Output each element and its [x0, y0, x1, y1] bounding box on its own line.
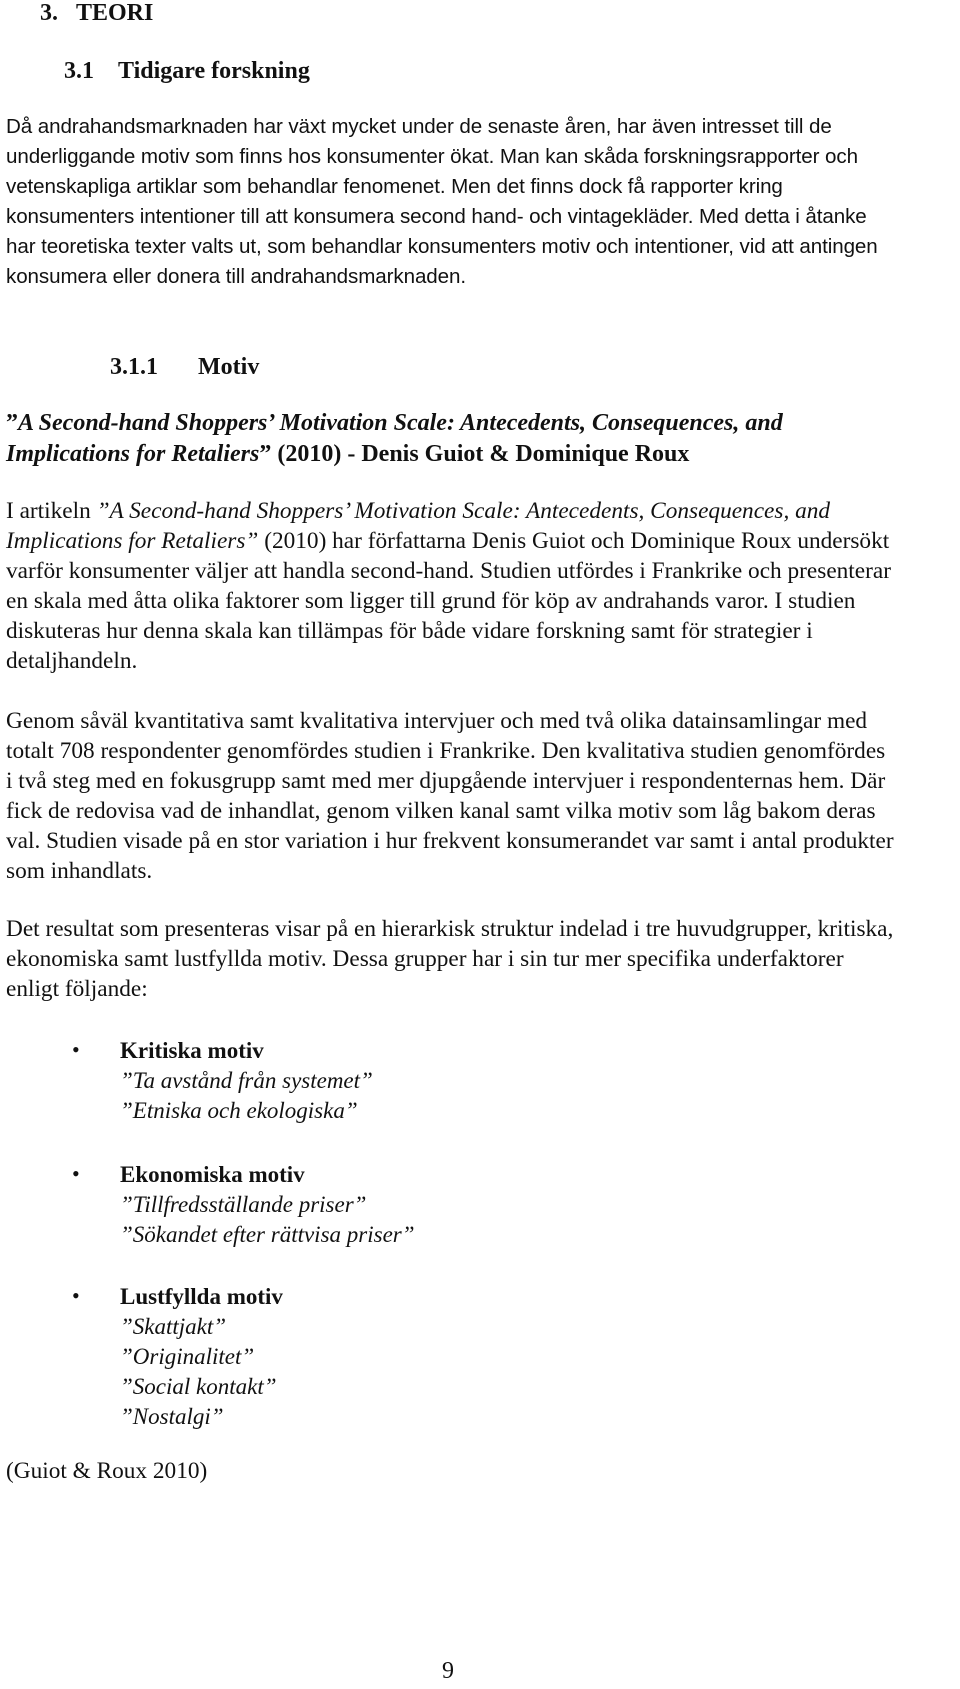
subsubsection-heading — [110, 352, 259, 382]
section-title: TEORI — [76, 0, 154, 26]
paragraph-article-title: ”A Second-hand Shoppers’ Motivation Scale: Antecedents, Consequences, and Implications for Retaliers” — [6, 498, 831, 554]
motive-item: ”Skattjakt” — [120, 1314, 227, 1339]
motive-item: ”Tillfredsställande priser” — [120, 1192, 367, 1217]
article-reference — [6, 408, 906, 470]
subsubsection-number: 3.1.1 — [110, 354, 158, 380]
motive-item: ”Social kontakt” — [120, 1374, 277, 1399]
reference-open-quote: ” — [6, 410, 18, 436]
reference-title: A Second-hand Shoppers’ Motivation Scale: Antecedents, Consequences, and Implications for Retaliers — [6, 410, 783, 467]
motive-group-title: Kritiska motiv — [120, 1038, 264, 1063]
subsection-number: 3.1 — [64, 58, 94, 84]
paragraph-body: (2010) har författarna Denis Guiot och Dominique Roux undersökt varför konsumenter väljer att handla second-hand. Studien utfördes i Frankrike och presenterar en skala med åtta olika faktorer som ligger till grund för köp av andrahands varor. I studien diskuteras hur denna skala kan tillämpas för både vidare forskning samt för strategier i detaljhandeln. — [6, 528, 891, 674]
reference-close-quote: ” — [259, 441, 272, 467]
bullet: • — [72, 1283, 80, 1308]
bullet: • — [72, 1161, 80, 1186]
intro-paragraph: Då andrahandsmarknaden har växt mycket under de senaste åren, har även intresset till de underliggande motiv som finns hos konsumenter ökat. Man kan skåda forskningsrapporter och vetenskapliga artiklar som behandlar fenomenet. Men det finns dock få rapporter kring konsumenters intentioner till att konsumera second hand- och vintagekläder. Med detta i åtanke har teoretiska texter valts ut, som behandlar konsumenters motiv och intentioner, vid att antingen konsumera eller donera till andrahandsmarknaden. — [6, 115, 878, 288]
page-number: 9 — [442, 1658, 454, 1684]
paragraph-lead: I artikeln — [6, 498, 97, 524]
subsubsection-title: Motiv — [198, 354, 260, 380]
motive-group-title: Lustfyllda motiv — [120, 1284, 283, 1309]
motive-item: ”Etniska och ekologiska” — [120, 1098, 358, 1123]
reference-authors: (2010) - Denis Guiot & Dominique Roux — [271, 441, 690, 467]
motive-group-title: Ekonomiska motiv — [120, 1162, 305, 1187]
motive-item: ”Originalitet” — [120, 1344, 255, 1369]
paragraph-article-summary — [6, 496, 896, 676]
section-number: 3. — [40, 0, 58, 26]
paragraph-result: Det resultat som presenteras visar på en hierarkisk struktur indelad i tre huvudgrupper, kritiska, ekonomiska samt lustfyllda motiv. Dessa grupper har i sin tur mer specifika underfaktorer enligt följande: — [6, 916, 894, 1002]
subsection-title: Tidigare forskning — [118, 58, 310, 84]
motive-item: ”Nostalgi” — [120, 1404, 224, 1429]
subsection-heading — [64, 56, 310, 86]
bullet: • — [72, 1037, 80, 1062]
motive-item: ”Sökandet efter rättvisa priser” — [120, 1222, 415, 1247]
paragraph-method: Genom såväl kvantitativa samt kvalitativa intervjuer och med två olika datainsamlingar med totalt 708 respondenter genomfördes studien i Frankrike. Den kvalitativa studien genomfördes i två steg med en fokusgrupp samt med mer djupgående intervjuer i respondenternas hem. Där fick de redovisa vad de inhandlat, genom vilken kanal samt vilka motiv som låg bakom deras val. Studien visade på en stor variation i hur frekvent konsumerandet var samt i antal produkter som inhandlats. — [6, 708, 894, 884]
motive-item: ”Ta avstånd från systemet” — [120, 1068, 373, 1093]
section-heading — [40, 0, 153, 26]
citation: (Guiot & Roux 2010) — [6, 1458, 208, 1484]
